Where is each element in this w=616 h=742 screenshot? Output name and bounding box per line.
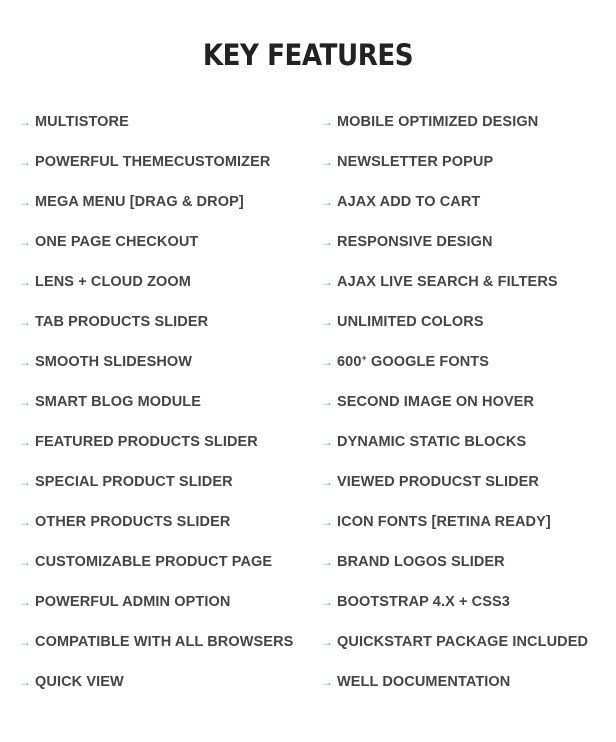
- feature-label: NEWSLETTER POPUP: [337, 154, 494, 170]
- arrow-right-icon: →: [321, 475, 333, 489]
- feature-label: WELL DOCUMENTATION: [337, 674, 511, 690]
- arrow-right-icon: →: [321, 515, 333, 529]
- feature-label: POWERFUL THEMECUSTOMIZER: [35, 154, 271, 170]
- arrow-right-icon: →: [321, 595, 333, 609]
- feature-label: CUSTOMIZABLE PRODUCT PAGE: [35, 554, 273, 570]
- feature-item: [19, 312, 293, 352]
- feature-item: [321, 232, 588, 272]
- feature-item: [321, 592, 588, 632]
- feature-label: SMART BLOG MODULE: [35, 394, 202, 410]
- feature-item: [321, 272, 588, 312]
- feature-item: [321, 152, 588, 192]
- arrow-right-icon: →: [321, 275, 333, 289]
- page-title: KEY FEATURES: [202, 38, 414, 72]
- feature-label: AJAX ADD TO CART: [337, 194, 481, 210]
- feature-label: POWERFUL ADMIN OPTION: [35, 594, 231, 610]
- arrow-right-icon: →: [321, 675, 333, 689]
- arrow-right-icon: →: [321, 235, 333, 249]
- feature-label: QUICKSTART PACKAGE INCLUDED: [337, 634, 589, 650]
- feature-item: [321, 552, 588, 592]
- arrow-right-icon: →: [321, 555, 333, 569]
- feature-label: MEGA MENU [DRAG & DROP]: [35, 194, 244, 210]
- feature-label: SMOOTH SLIDESHOW: [35, 354, 193, 370]
- feature-label: OTHER PRODUCTS SLIDER: [35, 514, 231, 530]
- feature-item: [19, 352, 293, 392]
- arrow-right-icon: →: [321, 355, 333, 369]
- feature-item: [321, 672, 588, 712]
- arrow-right-icon: →: [19, 595, 31, 609]
- feature-label: MOBILE OPTIMIZED DESIGN: [337, 114, 539, 130]
- feature-item: [19, 232, 293, 272]
- feature-label: BOOTSTRAP 4.X + CSS3: [337, 594, 510, 610]
- arrow-right-icon: →: [19, 675, 31, 689]
- arrow-right-icon: →: [321, 315, 333, 329]
- feature-label: UNLIMITED COLORS: [337, 314, 484, 330]
- arrow-right-icon: →: [19, 195, 31, 209]
- arrow-right-icon: →: [19, 635, 31, 649]
- arrow-right-icon: →: [19, 395, 31, 409]
- feature-item: [321, 312, 588, 352]
- feature-label: FEATURED PRODUCTS SLIDER: [35, 434, 258, 450]
- feature-label: SPECIAL PRODUCT SLIDER: [35, 474, 233, 490]
- feature-item: [19, 112, 293, 152]
- feature-item: [321, 512, 588, 552]
- arrow-right-icon: →: [19, 515, 31, 529]
- feature-item: [321, 392, 588, 432]
- feature-label: 600+ GOOGLE FONTS: [337, 353, 489, 370]
- feature-label: SECOND IMAGE ON HOVER: [337, 394, 535, 410]
- feature-item: [19, 152, 293, 192]
- arrow-right-icon: →: [19, 235, 31, 249]
- arrow-right-icon: →: [19, 275, 31, 289]
- feature-label: DYNAMIC STATIC BLOCKS: [337, 434, 527, 450]
- arrow-right-icon: →: [321, 435, 333, 449]
- feature-label: RESPONSIVE DESIGN: [337, 234, 493, 250]
- arrow-right-icon: →: [321, 115, 333, 129]
- feature-item: [19, 392, 293, 432]
- feature-label: MULTISTORE: [35, 114, 129, 130]
- arrow-right-icon: →: [19, 315, 31, 329]
- feature-item: [321, 472, 588, 512]
- features-list-right: [321, 112, 588, 712]
- arrow-right-icon: →: [19, 115, 31, 129]
- feature-item: [19, 192, 293, 232]
- feature-item: [321, 112, 588, 152]
- feature-label: LENS + CLOUD ZOOM: [35, 274, 191, 290]
- arrow-right-icon: →: [19, 155, 31, 169]
- feature-item: [19, 672, 293, 712]
- feature-item: [321, 352, 588, 392]
- feature-item: [19, 432, 293, 472]
- features-list-left: [19, 112, 293, 712]
- feature-item: [321, 192, 588, 232]
- feature-item: [321, 632, 588, 672]
- feature-label: AJAX LIVE SEARCH & FILTERS: [337, 274, 558, 290]
- feature-label: VIEWED PRODUCST SLIDER: [337, 474, 539, 490]
- feature-label: QUICK VIEW: [35, 674, 124, 690]
- arrow-right-icon: →: [19, 355, 31, 369]
- feature-label: ICON FONTS [RETINA READY]: [337, 514, 551, 530]
- arrow-right-icon: →: [321, 635, 333, 649]
- arrow-right-icon: →: [19, 555, 31, 569]
- feature-item: [19, 552, 293, 592]
- arrow-right-icon: →: [321, 155, 333, 169]
- arrow-right-icon: →: [321, 195, 333, 209]
- feature-label: BRAND LOGOS SLIDER: [337, 554, 505, 570]
- feature-item: [19, 512, 293, 552]
- feature-item: [321, 432, 588, 472]
- feature-label: ONE PAGE CHECKOUT: [35, 234, 199, 250]
- feature-label: TAB PRODUCTS SLIDER: [35, 314, 209, 330]
- feature-item: [19, 632, 293, 672]
- feature-label: COMPATIBLE WITH ALL BROWSERS: [35, 634, 294, 650]
- feature-item: [19, 592, 293, 632]
- arrow-right-icon: →: [19, 475, 31, 489]
- feature-item: [19, 472, 293, 512]
- arrow-right-icon: →: [19, 435, 31, 449]
- feature-item: [19, 272, 293, 312]
- arrow-right-icon: →: [321, 395, 333, 409]
